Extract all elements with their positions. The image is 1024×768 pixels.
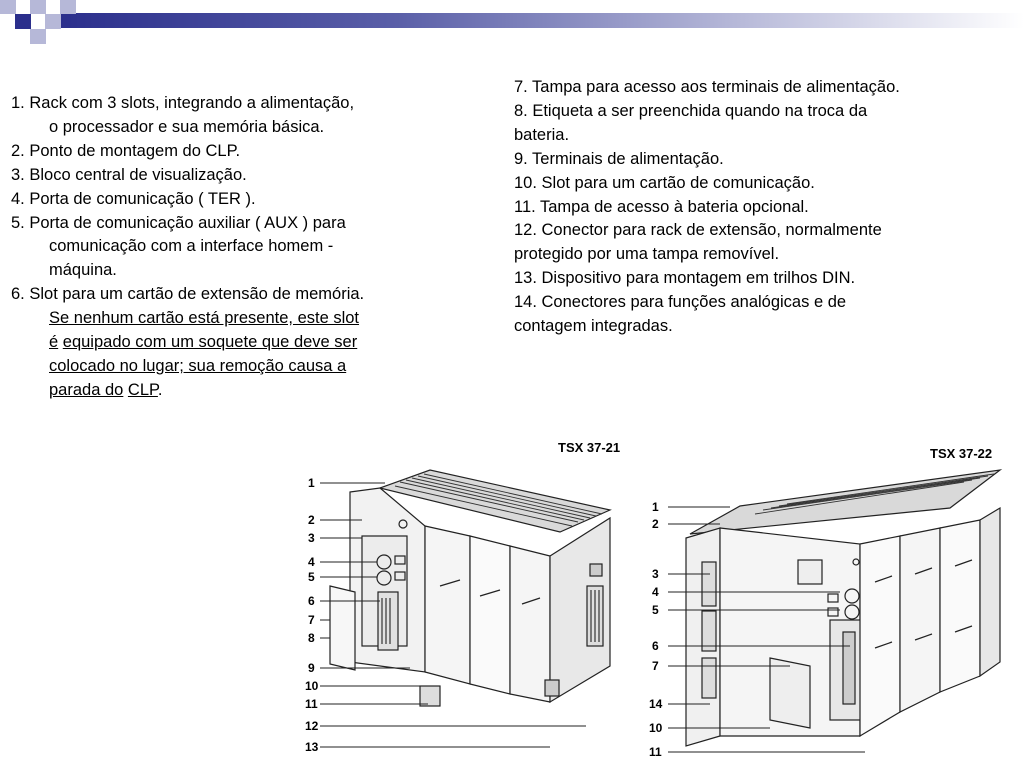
- list-item-8-cont: bateria.: [514, 125, 570, 144]
- callout-right-11: 11: [649, 745, 662, 759]
- list-item-1: 1. Rack com 3 slots, integrando a alimentação, o processador e sua memória básica.: [11, 94, 355, 136]
- header-square-1: [0, 0, 16, 14]
- callout-right-2: 2: [652, 517, 659, 531]
- header-square-4: [15, 14, 31, 29]
- header-square-3: [60, 0, 76, 14]
- callout-left-2: 2: [308, 513, 315, 527]
- callout-left-10: 10: [305, 679, 319, 693]
- callout-left-6: 6: [308, 594, 315, 608]
- callout-right-4: 4: [652, 585, 659, 599]
- header-square-5: [45, 14, 61, 29]
- model-label-right: TSX 37-22: [930, 446, 993, 461]
- list-item-9: 9. Terminais de alimentação.: [514, 149, 724, 168]
- list-item-8: 8. Etiqueta a ser preenchida quando na troca da: [514, 101, 868, 120]
- plc-diagram-figure: [300, 436, 1018, 766]
- callout-left-13: 13: [305, 740, 319, 754]
- callout-left-9: 9: [308, 661, 315, 675]
- model-label-left: TSX 37-21: [558, 440, 621, 455]
- callout-right-3: 3: [652, 567, 659, 581]
- left-text-column: [11, 92, 451, 403]
- header-gradient-bar: [60, 13, 1024, 28]
- callout-left-4: 4: [308, 555, 315, 569]
- callout-left-12: 12: [305, 719, 319, 733]
- list-item-14: 14. Conectores para funções analógicas e de: [514, 293, 847, 312]
- list-item-7: 7. Tampa para acesso aos terminais de alimentação.: [514, 78, 900, 96]
- callout-right-10: 10: [649, 721, 663, 735]
- right-text-column: [514, 76, 984, 339]
- header-square-6: [30, 29, 46, 44]
- callout-left-8: 8: [308, 631, 315, 645]
- callout-right-1: 1: [652, 500, 659, 514]
- callout-right-14: 14: [649, 697, 663, 711]
- callout-left-3: 3: [308, 531, 315, 545]
- header-square-2: [30, 0, 46, 14]
- callout-left-7: 7: [308, 613, 315, 627]
- list-item-14-cont: contagem integradas.: [514, 317, 673, 336]
- list-item-13: 13. Dispositivo para montagem em trilhos DIN.: [514, 269, 856, 288]
- list-item-2: 2. Ponto de montagem do CLP.: [11, 141, 241, 160]
- list-item-12: 12. Conector para rack de extensão, normalmente: [514, 221, 882, 240]
- callout-right-5: 5: [652, 603, 659, 617]
- callout-right-7: 7: [652, 659, 659, 673]
- list-item-3: 3. Bloco central de visualização.: [11, 165, 247, 184]
- list-item-10: 10. Slot para um cartão de comunicação.: [514, 173, 815, 192]
- list-item-11: 11. Tampa de acesso à bateria opcional.: [514, 197, 809, 216]
- callout-right-6: 6: [652, 639, 659, 653]
- list-item-5: 5. Porta de comunicação auxiliar ( AUX ) para comunicação com a interface homem - máquina.: [11, 213, 346, 280]
- list-item-12-cont: protegido por uma tampa removível.: [514, 245, 780, 264]
- callout-left-1: 1: [308, 476, 315, 490]
- callout-left-11: 11: [305, 697, 318, 711]
- list-item-6: 6. Slot para um cartão de extensão de memória. Se nenhum cartão está presente, este slot é equipado com um soquete que deve ser colocado no lugar; sua remoção causa a parada do CLP.: [11, 285, 365, 399]
- list-item-4: 4. Porta de comunicação ( TER ).: [11, 189, 256, 208]
- callout-left-5: 5: [308, 570, 315, 584]
